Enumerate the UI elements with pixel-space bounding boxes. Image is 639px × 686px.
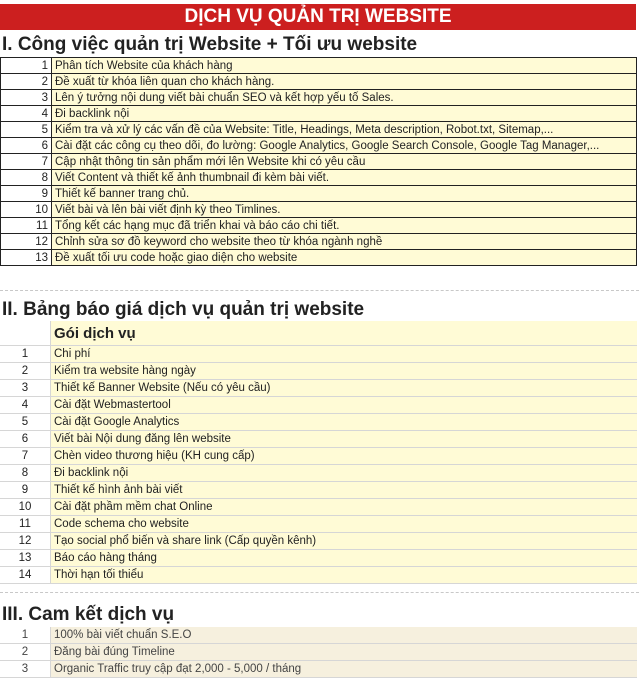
row-number: 9 (1, 186, 52, 202)
row-text: Đi backlink nội (51, 465, 638, 482)
row-number: 9 (0, 482, 51, 499)
row-number: 3 (0, 661, 51, 678)
table-row (1, 154, 637, 170)
table-row (0, 448, 637, 465)
row-text: Chi phí (51, 346, 638, 363)
table-row (0, 363, 637, 380)
row-text: Organic Traffic truy cập đạt 2,000 - 5,000 / tháng (51, 661, 638, 678)
row-number: 6 (0, 431, 51, 448)
row-number: 8 (1, 170, 52, 186)
row-text: Thời hạn tối thiểu (51, 567, 638, 584)
table-row (0, 499, 637, 516)
row-text: Tổng kết các hạng mục đã triển khai và báo cáo chi tiết. (52, 218, 637, 234)
row-number: 3 (1, 90, 52, 106)
row-text: Tạo social phổ biến và share link (Cấp quyền kênh) (51, 533, 638, 550)
row-number: 1 (1, 58, 52, 74)
table-row (0, 550, 637, 567)
section3-heading: III. Cam kết dịch vụ (2, 604, 175, 625)
row-text: Lên ý tưởng nội dung viết bài chuẩn SEO và kết hợp yếu tố Sales. (52, 90, 637, 106)
row-number: 7 (0, 448, 51, 465)
row-number (0, 321, 51, 346)
section1-heading: I. Công việc quản trị Website + Tối ưu website (2, 34, 418, 55)
table-row (1, 250, 637, 266)
row-number: 1 (0, 627, 51, 644)
row-text: Thiết kế banner trang chủ. (52, 186, 637, 202)
row-number: 12 (0, 533, 51, 550)
row-text: Đề xuất từ khóa liên quan cho khách hàng. (52, 74, 637, 90)
section-divider (0, 290, 639, 291)
row-number: 5 (1, 122, 52, 138)
row-text: Cài đặt phầm mềm chat Online (51, 499, 638, 516)
row-number: 13 (0, 550, 51, 567)
table-row (0, 482, 637, 499)
table-row (1, 218, 637, 234)
row-number: 1 (0, 346, 51, 363)
table-row (0, 661, 637, 678)
table-row (1, 234, 637, 250)
section3-table (0, 627, 637, 678)
table-row (1, 58, 637, 74)
row-number: 13 (1, 250, 52, 266)
row-number: 7 (1, 154, 52, 170)
table-row (0, 627, 637, 644)
row-text: Cài đặt Google Analytics (51, 414, 638, 431)
row-number: 14 (0, 567, 51, 584)
table-header-row (0, 321, 637, 346)
table-row (0, 431, 637, 448)
table-row (0, 644, 637, 661)
row-number: 2 (0, 644, 51, 661)
row-number: 4 (1, 106, 52, 122)
table-row (0, 465, 637, 482)
table-row (1, 122, 637, 138)
table-row (1, 186, 637, 202)
table-row (0, 516, 637, 533)
table-row (0, 346, 637, 363)
row-text: Viết Content và thiết kế ảnh thumbnail đi kèm bài viết. (52, 170, 637, 186)
row-number: 10 (0, 499, 51, 516)
row-number: 11 (0, 516, 51, 533)
row-text: Đăng bài đúng Timeline (51, 644, 638, 661)
section2-heading: II. Bảng báo giá dịch vụ quản trị website (2, 299, 365, 320)
table-row (0, 397, 637, 414)
row-text: Viết bài và lên bài viết định kỳ theo Timlines. (52, 202, 637, 218)
row-text: Chèn video thương hiệu (KH cung cấp) (51, 448, 638, 465)
row-text: 100% bài viết chuẩn S.E.O (51, 627, 638, 644)
row-number: 10 (1, 202, 52, 218)
table-row (0, 567, 637, 584)
table-row (0, 533, 637, 550)
table-row (1, 170, 637, 186)
section2-table (0, 321, 637, 584)
row-text: Kiểm tra và xử lý các vấn đề của Website: Title, Headings, Meta description, Robot.txt, Sitemap,... (52, 122, 637, 138)
table-row (1, 106, 637, 122)
row-text: Thiết kế Banner Website (Nếu có yêu cầu) (51, 380, 638, 397)
row-number: 2 (0, 363, 51, 380)
column-header: Gói dịch vụ (51, 321, 638, 346)
row-number: 3 (0, 380, 51, 397)
section1-table (0, 57, 637, 266)
section-divider (0, 592, 639, 593)
row-text: Báo cáo hàng tháng (51, 550, 638, 567)
row-text: Phân tích Website của khách hàng (52, 58, 637, 74)
row-text: Cập nhật thông tin sản phẩm mới lên Website khi có yêu cầu (52, 154, 637, 170)
row-text: Thiết kế hình ảnh bài viết (51, 482, 638, 499)
row-number: 5 (0, 414, 51, 431)
table-row (1, 74, 637, 90)
table-row (1, 138, 637, 154)
row-text: Cài đặt Webmastertool (51, 397, 638, 414)
row-number: 11 (1, 218, 52, 234)
table-row (0, 414, 637, 431)
row-text: Chỉnh sửa sơ đồ keyword cho website theo từ khóa ngành nghề (52, 234, 637, 250)
row-number: 12 (1, 234, 52, 250)
table-row (1, 202, 637, 218)
table-row (0, 380, 637, 397)
row-number: 6 (1, 138, 52, 154)
row-text: Đi backlink nội (52, 106, 637, 122)
page-title: DỊCH VỤ QUẢN TRỊ WEBSITE (0, 4, 636, 30)
row-number: 4 (0, 397, 51, 414)
row-text: Đề xuất tối ưu code hoặc giao diện cho website (52, 250, 637, 266)
row-text: Cài đặt các công cụ theo dõi, đo lường: Google Analytics, Google Search Console, Google Tag Manager,... (52, 138, 637, 154)
row-number: 2 (1, 74, 52, 90)
row-number: 8 (0, 465, 51, 482)
table-row (1, 90, 637, 106)
row-text: Kiểm tra website hàng ngày (51, 363, 638, 380)
row-text: Code schema cho website (51, 516, 638, 533)
row-text: Viết bài Nội dung đăng lên website (51, 431, 638, 448)
